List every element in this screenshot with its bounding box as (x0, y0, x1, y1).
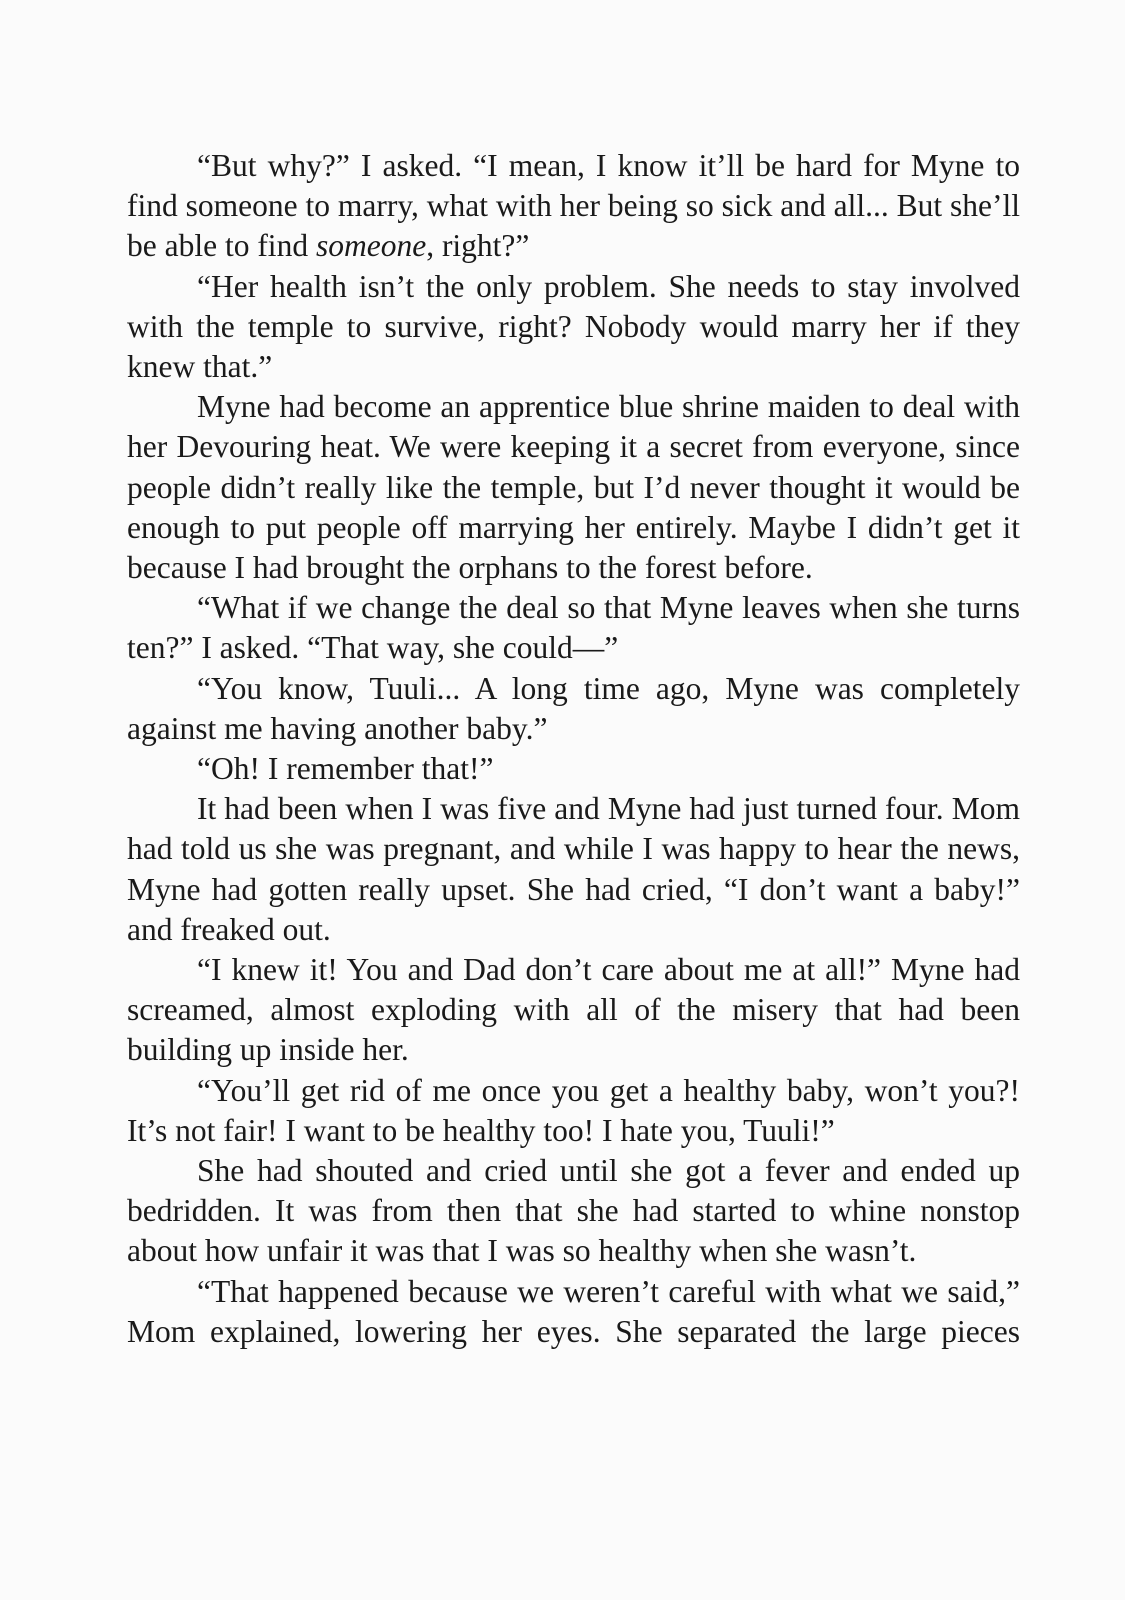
paragraph (127, 789, 1020, 950)
paragraph-text: “You’ll get rid of me once you get a healthy baby, won’t you?! It’s not fair! I want to be healthy too! I hate you, Tuuli!” (127, 1072, 1020, 1148)
body-text (127, 146, 1020, 1352)
paragraph (127, 588, 1020, 668)
paragraph-text: “Her health isn’t the only problem. She needs to stay involved with the temple to survive, right? Nobody would marry her if they knew that.” (127, 268, 1020, 385)
paragraph (127, 267, 1020, 388)
paragraph (127, 1071, 1020, 1151)
paragraph-text: “I knew it! You and Dad don’t care about me at all!” Myne had screamed, almost exploding with all of the misery that had been building up inside her. (127, 952, 1020, 1068)
paragraph (127, 669, 1020, 749)
paragraph (127, 387, 1020, 588)
paragraph-text: “That happened because we weren’t careful with what we said,” Mom explained, lowering her eyes. She separated the large pieces (127, 1273, 1020, 1349)
paragraph (127, 1151, 1020, 1272)
paragraph (127, 950, 1020, 1071)
paragraph (127, 749, 1020, 789)
paragraph (127, 146, 1020, 267)
paragraph-text: , right?” (426, 228, 530, 264)
paragraph-text: She had shouted and cried until she got a fever and ended up bedridden. It was from then that she had started to whine nonstop about how unfair it was that I was so healthy when she wasn’t. (127, 1153, 1020, 1269)
emphasized-text: someone (315, 228, 427, 264)
paragraph-text: “You know, Tuuli... A long time ago, Myne was completely against me having another baby.” (127, 670, 1020, 746)
paragraph-text: It had been when I was five and Myne had just turned four. Mom had told us she was pregnant, and while I was happy to hear the news, Myne had gotten really upset. She had cried, “I don’t want a baby!” and freaked out. (127, 791, 1020, 947)
paragraph-text: “Oh! I remember that!” (197, 751, 494, 787)
paragraph-text: “But why?” I asked. “I mean, I know it’ll be hard for Myne to find someone to marry, what with her being so sick and all... But she’ll be able to find (127, 148, 1020, 264)
paragraph (127, 1272, 1020, 1352)
paragraph-text: “What if we change the deal so that Myne leaves when she turns ten?” I asked. “That way, she could—” (127, 590, 1020, 666)
paragraph-text: Myne had become an apprentice blue shrine maiden to deal with her Devouring heat. We were keeping it a secret from everyone, since people didn’t really like the temple, but I’d never thought it would be enough to put people off marrying her entirely. Maybe I didn’t get it because I had brought the orphans to the forest before. (127, 389, 1020, 586)
